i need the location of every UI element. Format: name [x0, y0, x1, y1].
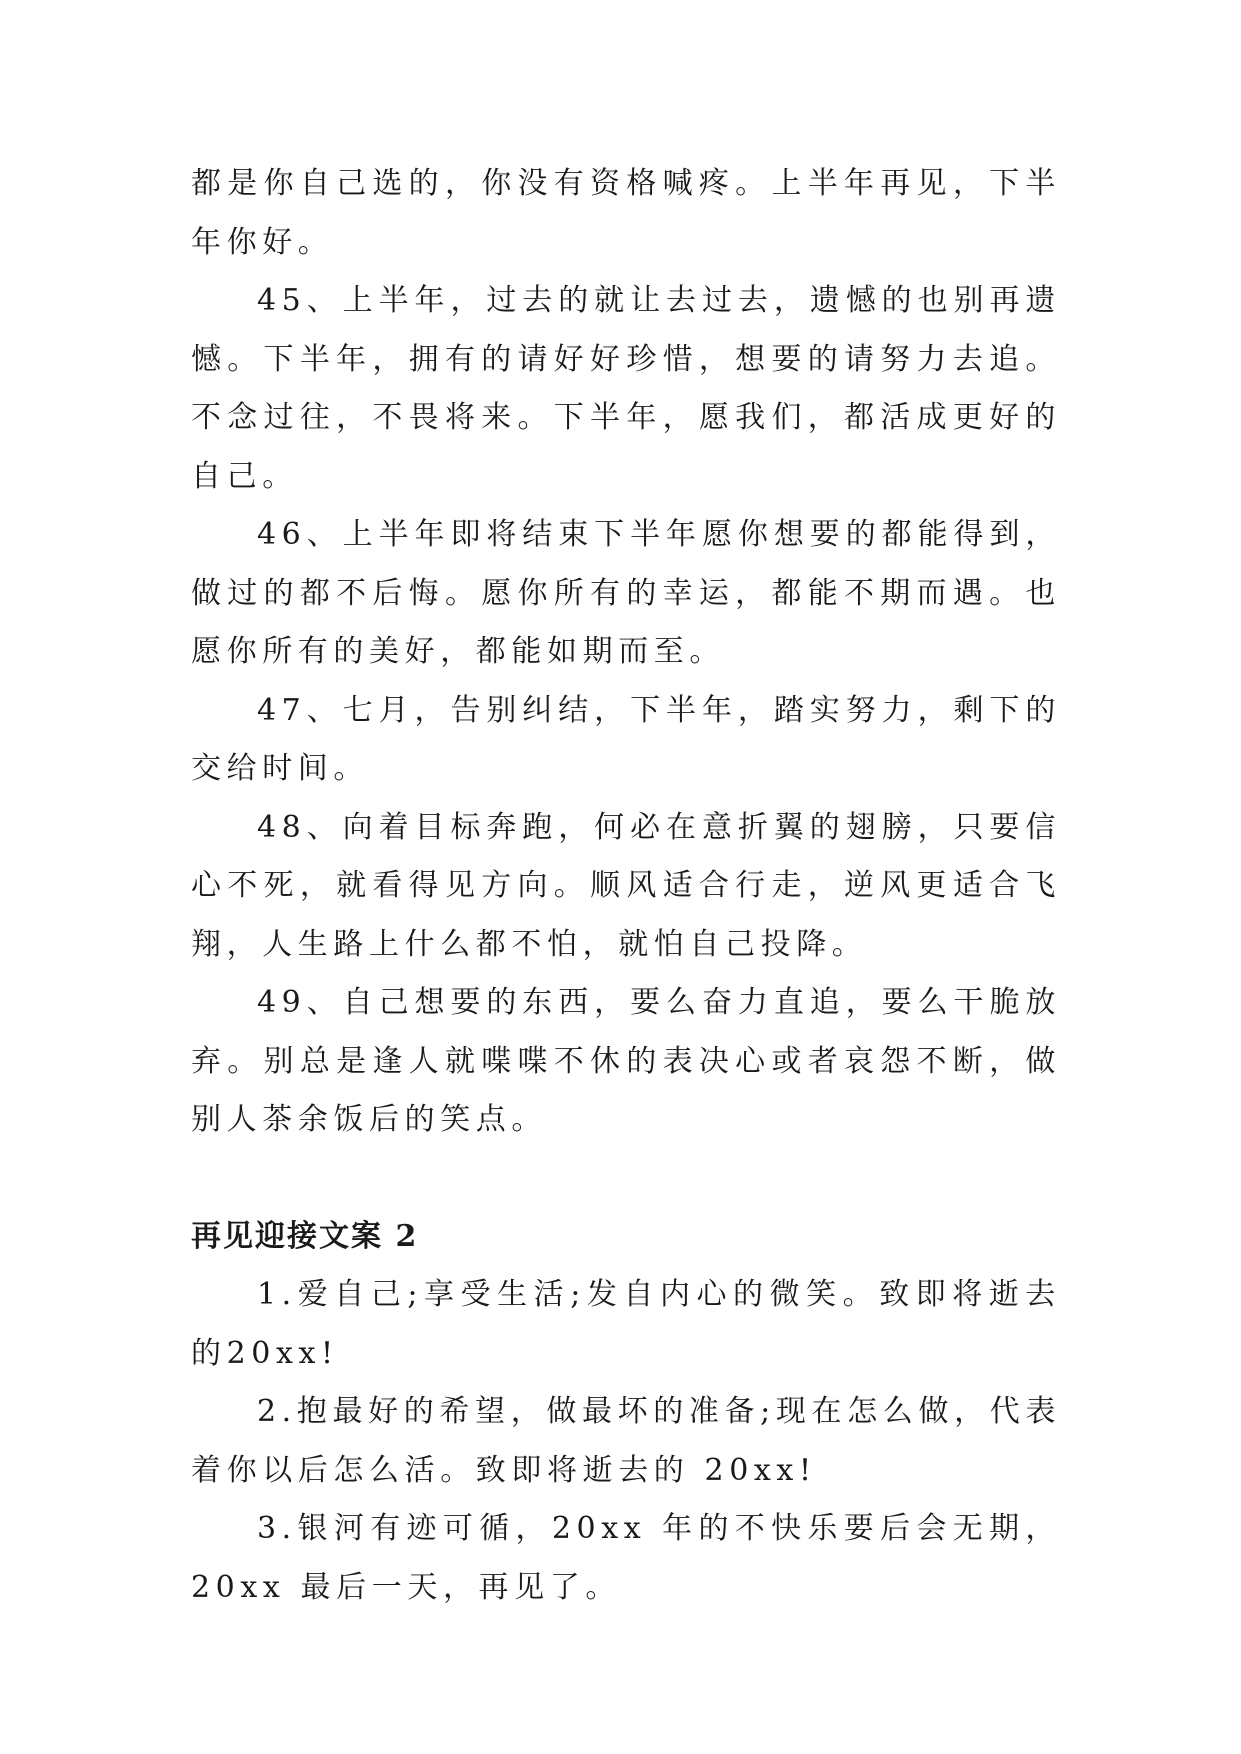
section-title: 再见迎接文案 2 — [191, 1218, 419, 1254]
paragraph-49: 49、自己想要的东西，要么奋力直追，要么干脆放弃。别总是逢人就喋喋不休的表决心或者哀怨不断，做别人茶余饭后的笑点。 — [191, 985, 1061, 1137]
paragraph-item-1: 1.爱自己;享受生活;发自内心的微笑。致即将逝去的20xx! — [191, 1277, 1061, 1371]
paragraph-continuation: 都是你自己选的，你没有资格喊疼。上半年再见，下半年你好。 — [191, 166, 1061, 260]
paragraph-47: 47、七月，告别纠结，下半年，踏实努力，剩下的交给时间。 — [191, 692, 1061, 786]
document-body — [191, 155, 1061, 1617]
paragraph-48: 48、向着目标奔跑，何必在意折翼的翅膀，只要信心不死，就看得见方向。顺风适合行走，逆风更适合飞翔，人生路上什么都不怕，就怕自己投降。 — [191, 809, 1061, 962]
paragraph-item-3: 3.银河有迹可循，20xx 年的不快乐要后会无期，20xx 最后一天，再见了。 — [191, 1511, 1061, 1605]
paragraph-item-2: 2.抱最好的希望，做最坏的准备;现在怎么做，代表着你以后怎么活。致即将逝去的 20xx! — [191, 1394, 1061, 1488]
paragraph-46: 46、上半年即将结束下半年愿你想要的都能得到，做过的都不后悔。愿你所有的幸运，都能不期而遇。也愿你所有的美好，都能如期而至。 — [191, 517, 1061, 669]
paragraph-45: 45、上半年，过去的就让去过去，遗憾的也别再遗憾。下半年，拥有的请好好珍惜，想要的请努力去追。不念过往，不畏将来。下半年，愿我们，都活成更好的自己。 — [191, 283, 1061, 494]
